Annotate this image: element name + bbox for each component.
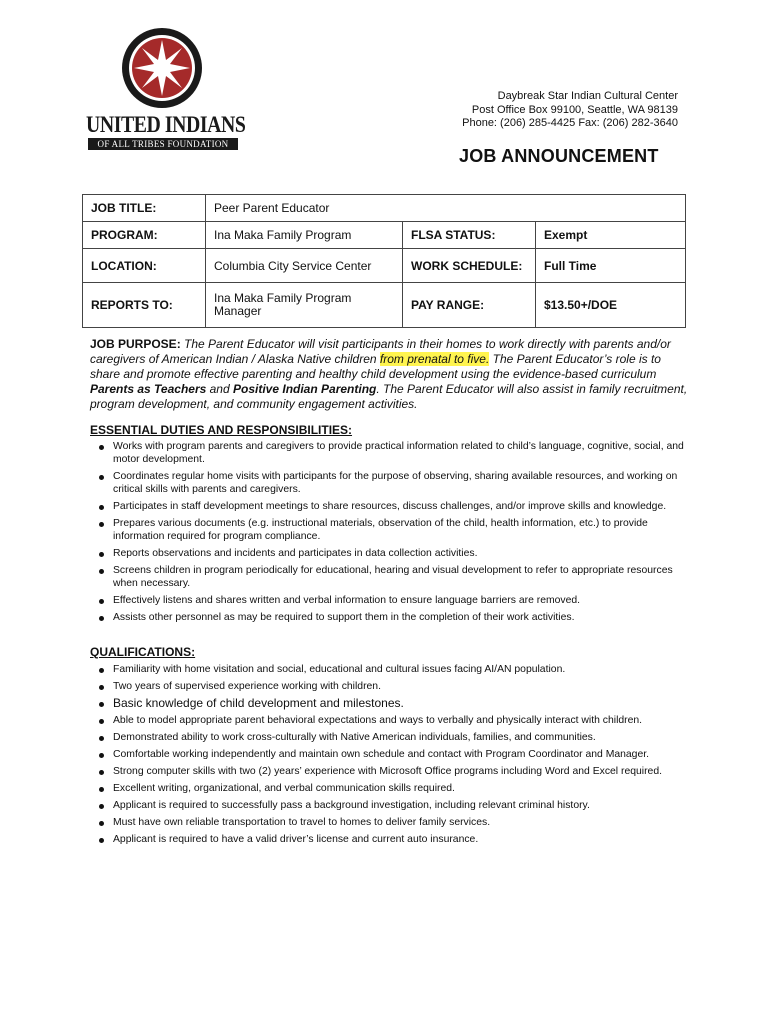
- purpose-text: and: [206, 382, 233, 396]
- list-item: Prepares various documents (e.g. instructional materials, observation of the child, health information, etc.) to provide information required for program compliance.: [97, 517, 689, 543]
- job-info-table: [82, 194, 686, 328]
- table-row: [83, 222, 686, 249]
- table-row: [83, 249, 686, 283]
- address-org: Daybreak Star Indian Cultural Center: [497, 90, 678, 102]
- list-item: Basic knowledge of child development and milestones.: [97, 697, 689, 710]
- pay-value: $13.50+/DOE: [536, 283, 686, 328]
- list-item: Reports observations and incidents and participates in data collection activities.: [97, 547, 689, 560]
- curriculum-name: Parents as Teachers: [90, 382, 207, 396]
- logo-wordmark: UNITED INDIANS: [86, 112, 246, 137]
- curriculum-name: Positive Indian Parenting: [233, 382, 377, 396]
- purpose-text: The Parent Educator’s role is to share and promote effective parenting and healthy child development using the evidence-based curriculum: [90, 352, 661, 381]
- list-item: Works with program parents and caregivers to provide practical information related to child’s language, cognitive, social, and motor development.: [97, 440, 689, 466]
- schedule-value: Full Time: [536, 249, 686, 283]
- list-item: Familiarity with home visitation and social, educational and cultural issues facing AI/AN population.: [97, 663, 689, 676]
- location-value: Columbia City Service Center: [206, 249, 403, 283]
- job-purpose-label: JOB PURPOSE:: [90, 337, 181, 351]
- list-item: Assists other personnel as may be required to support them in the completion of their work activities.: [97, 611, 689, 624]
- table-row: [83, 195, 686, 222]
- address-postal: Post Office Box 99100, Seattle, WA 98139: [471, 103, 678, 116]
- flsa-value: Exempt: [536, 222, 686, 249]
- flsa-label: FLSA STATUS:: [403, 222, 536, 249]
- list-item: Strong computer skills with two (2) years’ experience with Microsoft Office programs including Word and Excel required.: [97, 765, 689, 778]
- list-item: Must have own reliable transportation to travel to homes to deliver family services.: [97, 816, 689, 829]
- list-item: Applicant is required to have a valid driver’s license and current auto insurance.: [97, 833, 689, 846]
- list-item: Screens children in program periodically for educational, hearing and visual development to refer to appropriate resources when necessary.: [97, 564, 689, 590]
- reports-label: REPORTS TO:: [83, 283, 206, 328]
- list-item: Applicant is required to successfully pass a background investigation, including relevant criminal history.: [97, 799, 689, 812]
- purpose-text: . The Parent Educator will also assist in family recruitment, program development, and community engagement activities.: [90, 382, 688, 411]
- address-block: [462, 90, 678, 131]
- reports-value: Ina Maka Family Program Manager: [206, 283, 403, 328]
- qualifications-heading: QUALIFICATIONS:: [90, 645, 196, 659]
- list-item: Able to model appropriate parent behavioral expectations and ways to verbally and physically interact with children.: [97, 714, 689, 727]
- job-purpose: [90, 337, 688, 412]
- purpose-text: The Parent Educator will visit participants in their homes to work directly with parents and/or caregivers of American Indian / Alaska Native children: [90, 337, 671, 366]
- address-phone: Phone: (206) 285-4425 Fax: (206) 282-3640: [462, 117, 678, 129]
- purpose-highlight: from prenatal to five.: [379, 352, 490, 366]
- qualifications-list: [97, 663, 689, 850]
- pay-label: PAY RANGE:: [403, 283, 536, 328]
- schedule-label: WORK SCHEDULE:: [403, 249, 536, 283]
- page-title: JOB ANNOUNCEMENT: [459, 146, 659, 166]
- duties-list: [97, 440, 689, 628]
- duties-heading: ESSENTIAL DUTIES AND RESPONSIBILITIES:: [90, 423, 353, 437]
- job-title-label: JOB TITLE:: [83, 195, 206, 222]
- list-item: Excellent writing, organizational, and verbal communication skills required.: [97, 782, 689, 795]
- table-row: [83, 283, 686, 328]
- list-item: Two years of supervised experience working with children.: [97, 680, 689, 693]
- list-item: Coordinates regular home visits with participants for the purpose of observing, sharing available resources, and working on critical skills with parents and caregivers.: [97, 470, 689, 496]
- logo: [82, 26, 246, 149]
- location-label: LOCATION:: [83, 249, 206, 283]
- list-item: Comfortable working independently and maintain own schedule and contact with Program Coordinator and Manager.: [97, 748, 689, 761]
- logo-tagline: OF ALL TRIBES FOUNDATION: [88, 138, 238, 150]
- job-title-value: Peer Parent Educator: [206, 195, 686, 222]
- list-item: Participates in staff development meetings to share resources, discuss challenges, and/or improve skills and knowledge.: [97, 500, 689, 513]
- program-label: PROGRAM:: [83, 222, 206, 249]
- star-seal-icon: [120, 26, 204, 110]
- program-value: Ina Maka Family Program: [206, 222, 403, 249]
- list-item: Effectively listens and shares written and verbal information to ensure language barriers are removed.: [97, 594, 689, 607]
- list-item: Demonstrated ability to work cross-culturally with Native American individuals, families, and communities.: [97, 731, 689, 744]
